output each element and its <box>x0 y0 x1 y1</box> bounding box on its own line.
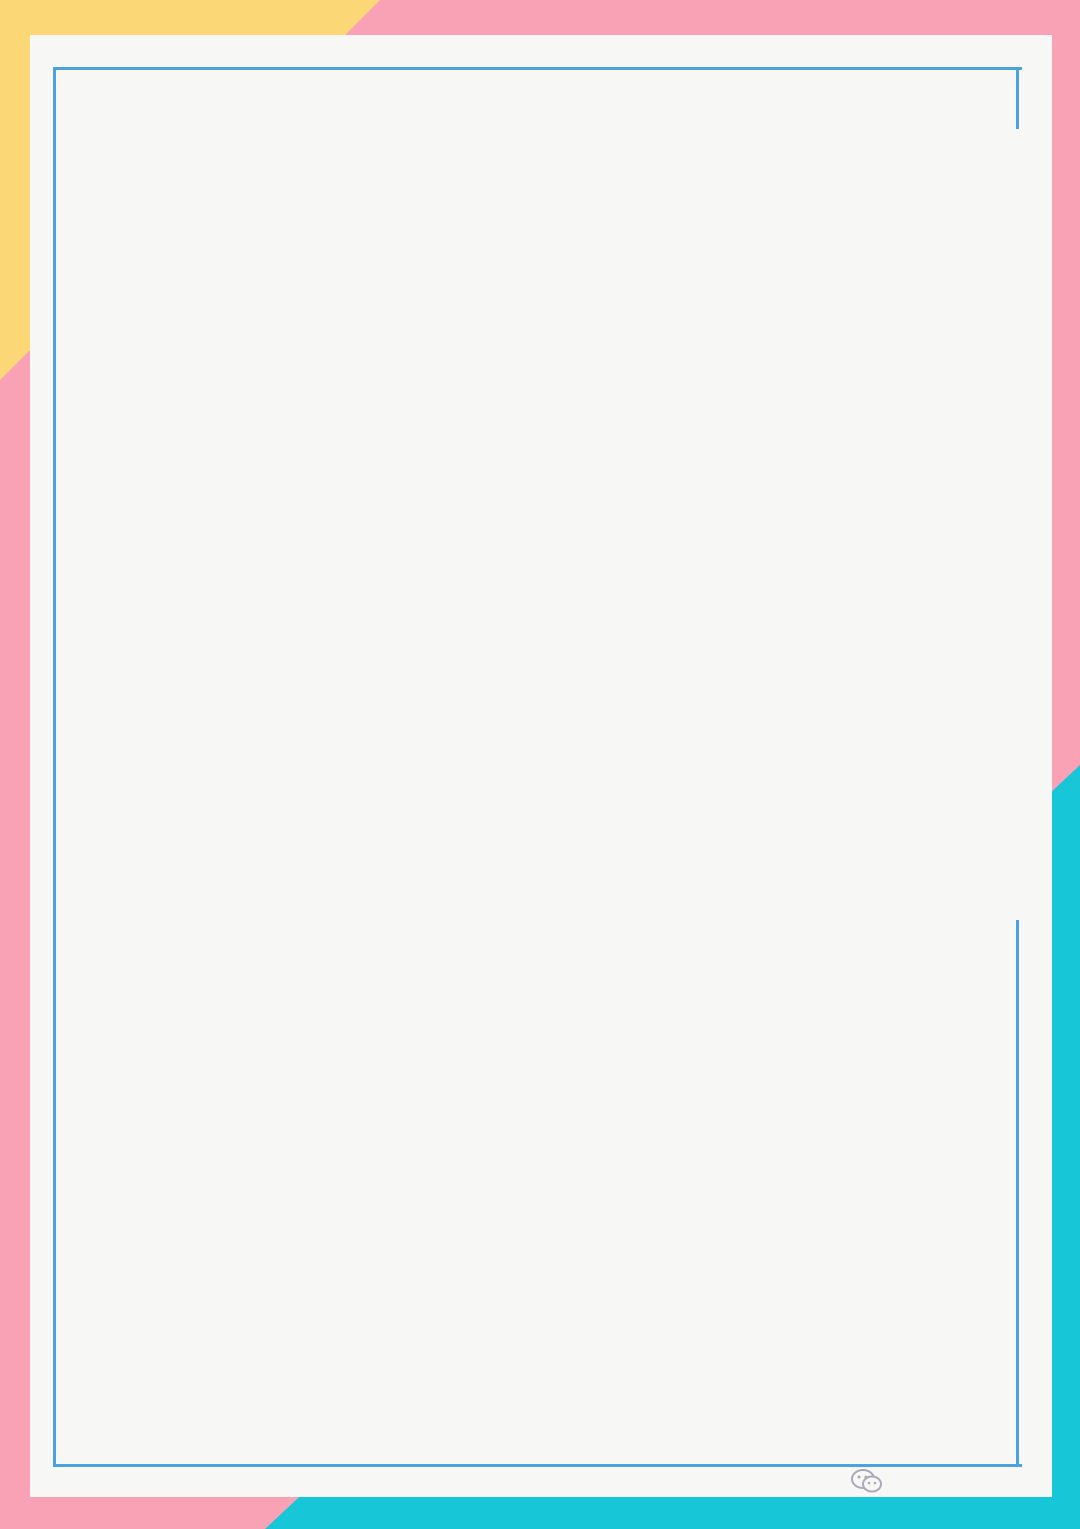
inner-frame-right-top <box>1016 67 1019 129</box>
inner-frame <box>53 67 1022 1467</box>
inner-frame-right-bottom <box>1016 920 1019 1464</box>
wechat-icon <box>850 1467 884 1495</box>
